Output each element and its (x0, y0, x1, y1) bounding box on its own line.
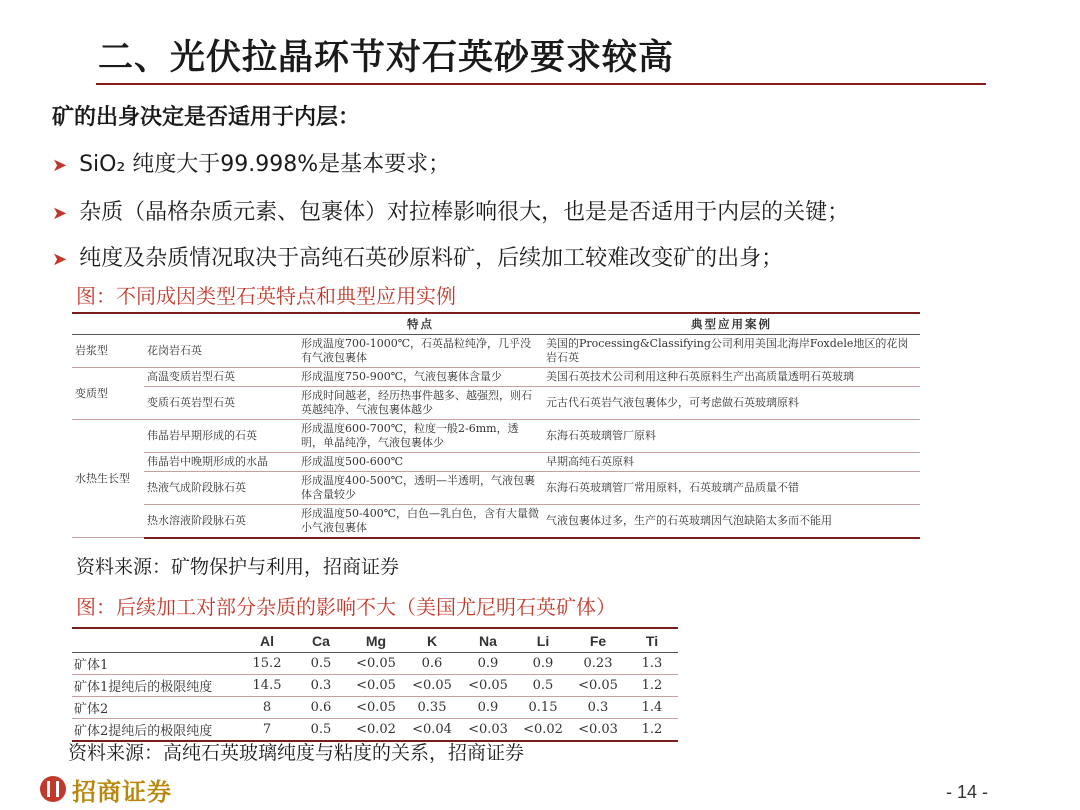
table-cell: 8 (240, 697, 294, 719)
table-cell: <0.05 (348, 675, 404, 697)
row-label: 矿体1 (72, 653, 240, 675)
quartz-type: 热液气成阶段脉石英 (144, 472, 298, 505)
application-case: 东海石英玻璃管厂原料 (543, 420, 920, 453)
quartz-feature: 形成温度50-400℃，白色—乳白色，含有大量微小气液包裹体 (298, 505, 543, 538)
table-cell: 0.9 (460, 653, 516, 675)
page-number: - 14 - (945, 782, 988, 802)
header-element: Li (516, 628, 570, 653)
table-header-row (72, 313, 920, 335)
application-case: 早期高纯石英原料 (543, 453, 920, 472)
table-row (72, 387, 920, 420)
quartz-feature: 形成时间越老，经历热事件越多、越强烈，则石英越纯净、气液包裹体越少 (298, 387, 543, 420)
table-cell: 7 (240, 719, 294, 742)
bullet-item (52, 195, 849, 226)
table-cell: 0.5 (516, 675, 570, 697)
table-cell: 1.2 (626, 675, 678, 697)
table-cell: 0.3 (294, 675, 348, 697)
table-row (72, 653, 678, 675)
quartz-feature: 形成温度600-700℃，粒度一般2-6mm，透明，单晶纯净，气液包裹体少 (298, 420, 543, 453)
quartz-types-table (72, 312, 920, 539)
table-cell: <0.05 (348, 653, 404, 675)
arrow-right-icon: ➤ (52, 249, 68, 270)
arrow-right-icon: ➤ (52, 155, 68, 176)
table-cell: 0.35 (404, 697, 460, 719)
table-cell: <0.03 (460, 719, 516, 742)
application-case: 美国石英技术公司利用这种石英原料生产出高质量透明石英玻璃 (543, 368, 920, 387)
table-cell: <0.05 (404, 675, 460, 697)
page-title: 二、光伏拉晶环节对石英砂要求较高 (98, 38, 675, 78)
quartz-type: 花岗岩石英 (144, 335, 298, 368)
row-label: 矿体1提纯后的极限纯度 (72, 675, 240, 697)
table-cell: 0.6 (404, 653, 460, 675)
table-cell: 0.15 (516, 697, 570, 719)
table-cell: <0.04 (404, 719, 460, 742)
table-row (72, 453, 920, 472)
impurity-table (72, 627, 678, 742)
table-cell: 0.6 (294, 697, 348, 719)
application-case: 元古代石英岩气液包裹体少，可考虑做石英玻璃原料 (543, 387, 920, 420)
quartz-feature: 形成温度700-1000℃，石英晶粒纯净，几乎没有气液包裹体 (298, 335, 543, 368)
group-label: 岩浆型 (72, 335, 144, 368)
header-element: K (404, 628, 460, 653)
bullet-text: SiO₂ 纯度大于99.998%是基本要求； (79, 152, 451, 177)
table-row (72, 335, 920, 368)
quartz-feature: 形成温度400-500℃，透明—半透明，气液包裹体含量较少 (298, 472, 543, 505)
table-cell: 15.2 (240, 653, 294, 675)
table-row (72, 675, 678, 697)
table-row (72, 697, 678, 719)
row-label: 矿体2提纯后的极限纯度 (72, 719, 240, 742)
table-header-row (72, 628, 678, 653)
table-cell: 1.2 (626, 719, 678, 742)
quartz-type: 高温变质岩型石英 (144, 368, 298, 387)
group-label: 变质型 (72, 368, 144, 420)
table-cell: 0.9 (516, 653, 570, 675)
quartz-feature: 形成温度750-900℃，气液包裹体含量少 (298, 368, 543, 387)
header-element: Fe (570, 628, 626, 653)
quartz-type: 伟晶岩早期形成的石英 (144, 420, 298, 453)
bullet-text: 杂质（晶格杂质元素、包裹体）对拉棒影响很大，也是是否适用于内层的关键； (79, 200, 850, 225)
table-cell: <0.03 (570, 719, 626, 742)
table-row (72, 368, 920, 387)
table-cell: 1.3 (626, 653, 678, 675)
header-element: Na (460, 628, 516, 653)
table-cell: <0.05 (570, 675, 626, 697)
header-element: Ca (294, 628, 348, 653)
header-case: 典型应用案例 (543, 313, 920, 335)
figure2-caption: 图：后续加工对部分杂质的影响不大（美国尤尼明石英矿体） (76, 595, 616, 619)
bullet-item (52, 147, 450, 178)
header-element: Al (240, 628, 294, 653)
row-label: 矿体2 (72, 697, 240, 719)
table-cell: <0.05 (460, 675, 516, 697)
header-element: Mg (348, 628, 404, 653)
table-cell: <0.02 (516, 719, 570, 742)
table-row (72, 505, 920, 538)
application-case: 美国的Processing&Classifying公司利用美国北海岸Foxdele地区的花岗岩石英 (543, 335, 920, 368)
arrow-right-icon: ➤ (52, 203, 68, 224)
title-divider (96, 83, 986, 85)
quartz-type: 伟晶岩中晚期形成的水晶 (144, 453, 298, 472)
table-cell: <0.02 (348, 719, 404, 742)
company-logo (40, 772, 172, 806)
logo-text: 招商证券 (72, 777, 172, 806)
application-case: 气液包裹体过多，生产的石英玻璃因气泡缺陷太多而不能用 (543, 505, 920, 538)
table-cell: 0.5 (294, 719, 348, 742)
table-cell: 0.9 (460, 697, 516, 719)
intro-text: 矿的出身决定是否适用于内层： (52, 105, 361, 130)
bullet-item (52, 241, 783, 272)
table-cell: <0.05 (348, 697, 404, 719)
group-label: 水热生长型 (72, 420, 144, 538)
quartz-type: 热水溶液阶段脉石英 (144, 505, 298, 538)
figure2-source: 资料来源：高纯石英玻璃纯度与粘度的关系，招商证券 (68, 742, 525, 764)
figure1-source: 资料来源：矿物保护与利用，招商证券 (76, 556, 400, 578)
figure1-caption: 图：不同成因类型石英特点和典型应用实例 (76, 284, 456, 308)
cms-logo-icon (40, 776, 66, 802)
table-cell: 1.4 (626, 697, 678, 719)
bullet-text: 纯度及杂质情况取决于高纯石英砂原料矿，后续加工较难改变矿的出身； (79, 246, 784, 271)
quartz-type: 变质石英岩型石英 (144, 387, 298, 420)
application-case: 东海石英玻璃管厂常用原料，石英玻璃产品质量不错 (543, 472, 920, 505)
header-element: Ti (626, 628, 678, 653)
table-row (72, 420, 920, 453)
table-cell: 0.3 (570, 697, 626, 719)
table-row (72, 472, 920, 505)
table-cell: 0.23 (570, 653, 626, 675)
table-cell: 14.5 (240, 675, 294, 697)
table-cell: 0.5 (294, 653, 348, 675)
header-feature: 特点 (298, 313, 543, 335)
quartz-feature: 形成温度500-600℃ (298, 453, 543, 472)
